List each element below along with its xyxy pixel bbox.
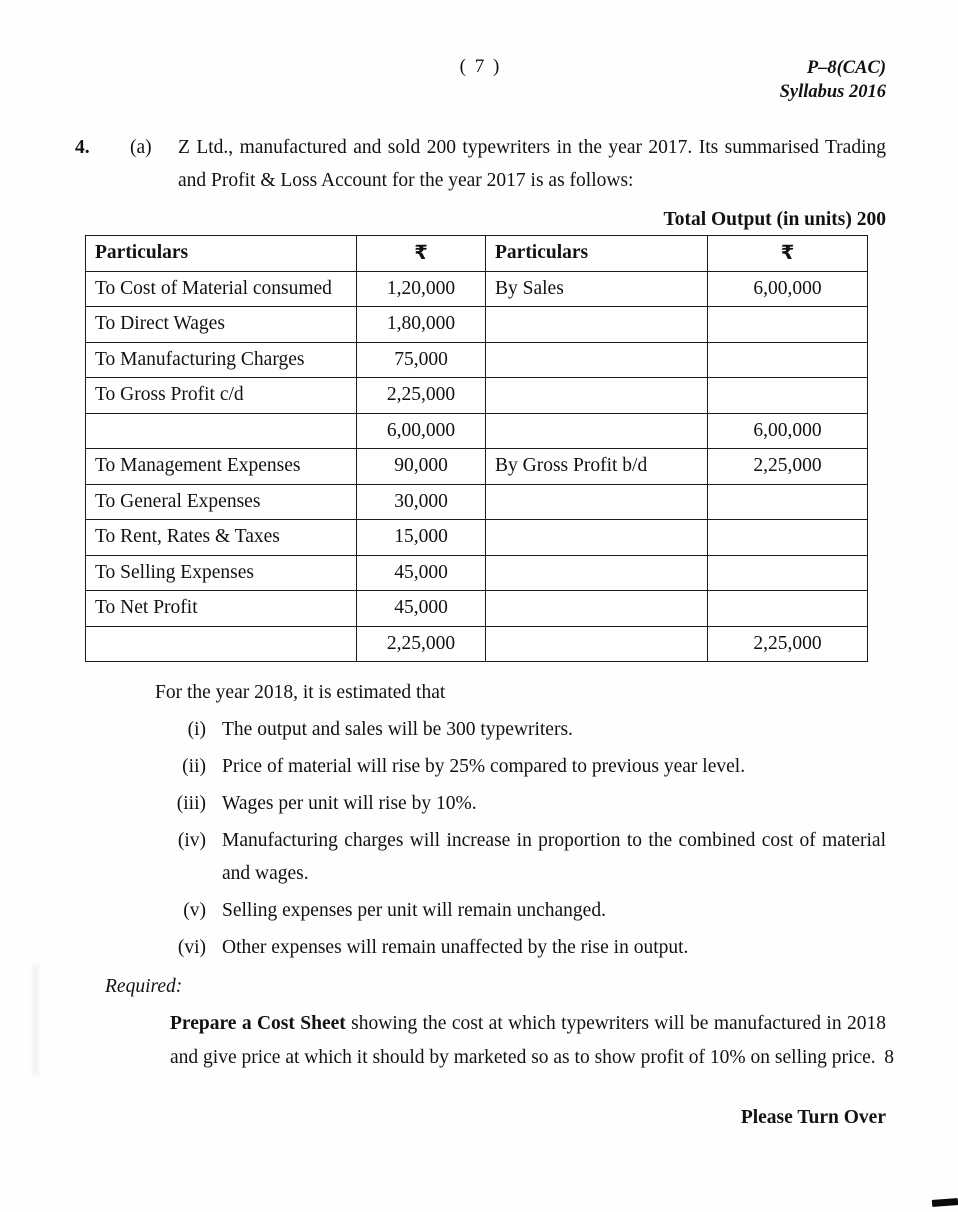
col-header-particulars-left: Particulars	[86, 236, 357, 272]
table-row	[86, 555, 868, 591]
cell-amount	[708, 484, 868, 520]
estimate-text: The output and sales will be 300 typewriters.	[222, 719, 573, 740]
table-header-row	[86, 236, 868, 272]
cell-amount: 2,25,000	[357, 626, 486, 662]
estimate-label: (v)	[183, 900, 206, 921]
cell-particulars	[486, 413, 708, 449]
cell-particulars	[486, 342, 708, 378]
cell-particulars: To Direct Wages	[86, 307, 357, 343]
page-number: ( 7 )	[459, 56, 502, 77]
cell-amount: 90,000	[357, 449, 486, 485]
col-header-rupee-left: ₹	[357, 236, 486, 272]
estimate-text: Manufacturing charges will increase in proportion to the combined cost of material and wages.	[222, 830, 886, 884]
scan-smudge-artifact	[32, 965, 39, 1075]
cell-amount	[708, 520, 868, 556]
estimate-item-i	[75, 713, 886, 746]
cell-particulars: By Gross Profit b/d	[486, 449, 708, 485]
table-row	[86, 484, 868, 520]
cell-particulars	[486, 484, 708, 520]
cell-amount: 2,25,000	[708, 449, 868, 485]
table-row	[86, 378, 868, 414]
cell-particulars: To Selling Expenses	[86, 555, 357, 591]
cell-amount: 45,000	[357, 555, 486, 591]
cell-amount	[708, 307, 868, 343]
estimate-text: Wages per unit will rise by 10%.	[222, 793, 477, 814]
cell-amount: 30,000	[357, 484, 486, 520]
cell-amount: 1,80,000	[357, 307, 486, 343]
cell-particulars: To Manufacturing Charges	[86, 342, 357, 378]
estimate-label: (ii)	[182, 756, 206, 777]
cell-particulars: To Cost of Material consumed	[86, 271, 357, 307]
cell-particulars	[486, 591, 708, 627]
cell-amount: 75,000	[357, 342, 486, 378]
estimate-label: (iv)	[177, 830, 206, 851]
table-row	[86, 307, 868, 343]
trading-pl-account-table	[85, 235, 868, 662]
cell-amount	[708, 555, 868, 591]
question-number: 4.	[75, 137, 90, 158]
estimate-label: (i)	[187, 719, 206, 740]
table-row-total	[86, 626, 868, 662]
table-caption: Total Output (in units) 200	[663, 209, 886, 230]
estimate-label: (iii)	[176, 793, 206, 814]
cell-particulars: To Net Profit	[86, 591, 357, 627]
cell-particulars	[486, 626, 708, 662]
marks-value: 8	[884, 1047, 894, 1068]
cell-amount: 2,25,000	[357, 378, 486, 414]
cell-particulars	[486, 307, 708, 343]
task-lead-bold: Prepare a Cost Sheet	[170, 1013, 346, 1034]
estimates-intro: For the year 2018, it is estimated that	[155, 682, 446, 703]
cell-particulars: To General Expenses	[86, 484, 357, 520]
cell-amount: 1,20,000	[357, 271, 486, 307]
estimate-item-v	[75, 894, 886, 927]
table-row	[86, 271, 868, 307]
cell-particulars: By Sales	[486, 271, 708, 307]
estimate-item-ii	[75, 750, 886, 783]
question-part-label: (a)	[130, 137, 152, 158]
estimate-text: Selling expenses per unit will remain unchanged.	[222, 900, 606, 921]
table-row	[86, 591, 868, 627]
table-row	[86, 342, 868, 378]
estimate-item-vi	[75, 931, 886, 964]
cell-amount: 15,000	[357, 520, 486, 556]
cell-particulars: To Rent, Rates & Taxes	[86, 520, 357, 556]
table-row	[86, 449, 868, 485]
cell-amount: 6,00,000	[357, 413, 486, 449]
cell-particulars: To Management Expenses	[86, 449, 357, 485]
required-task	[170, 1007, 894, 1075]
cell-amount	[708, 342, 868, 378]
question-intro-text: Z Ltd., manufactured and sold 200 typewriters in the year 2017. Its summarised Trading and Profit & Loss Account for the year 2017 is as follows:	[178, 137, 886, 191]
cell-amount: 45,000	[357, 591, 486, 627]
col-header-rupee-right: ₹	[708, 236, 868, 272]
required-label: Required:	[105, 976, 183, 997]
estimate-label: (vi)	[177, 937, 206, 958]
cell-particulars	[486, 378, 708, 414]
estimate-text: Price of material will rise by 25% compared to previous year level.	[222, 756, 746, 777]
paper-code: P–8(CAC)	[806, 58, 886, 78]
cell-amount: 6,00,000	[708, 413, 868, 449]
table-row	[86, 520, 868, 556]
question-intro-row	[75, 131, 886, 197]
cell-particulars: To Gross Profit c/d	[86, 378, 357, 414]
cell-particulars	[486, 555, 708, 591]
cell-particulars	[86, 626, 357, 662]
syllabus-label: Syllabus 2016	[779, 82, 886, 102]
cell-amount	[708, 378, 868, 414]
paper-identity	[616, 56, 886, 104]
table-row-total	[86, 413, 868, 449]
cell-amount: 6,00,000	[708, 271, 868, 307]
estimate-item-iii	[75, 787, 886, 820]
col-header-particulars-right: Particulars	[486, 236, 708, 272]
estimate-item-iv	[75, 824, 886, 890]
please-turn-over: Please Turn Over	[740, 1107, 886, 1128]
page-header	[75, 56, 886, 104]
cell-amount	[708, 591, 868, 627]
task-rest: showing the cost at which typewriters will be manufactured in 2018 and give price at which it should by marketed so as to show profit of 10% on selling price.	[170, 1013, 886, 1068]
cell-particulars	[486, 520, 708, 556]
estimate-text: Other expenses will remain unaffected by the rise in output.	[222, 937, 689, 958]
cell-amount: 2,25,000	[708, 626, 868, 662]
scan-corner-mark	[932, 1198, 958, 1207]
cell-particulars	[86, 413, 357, 449]
